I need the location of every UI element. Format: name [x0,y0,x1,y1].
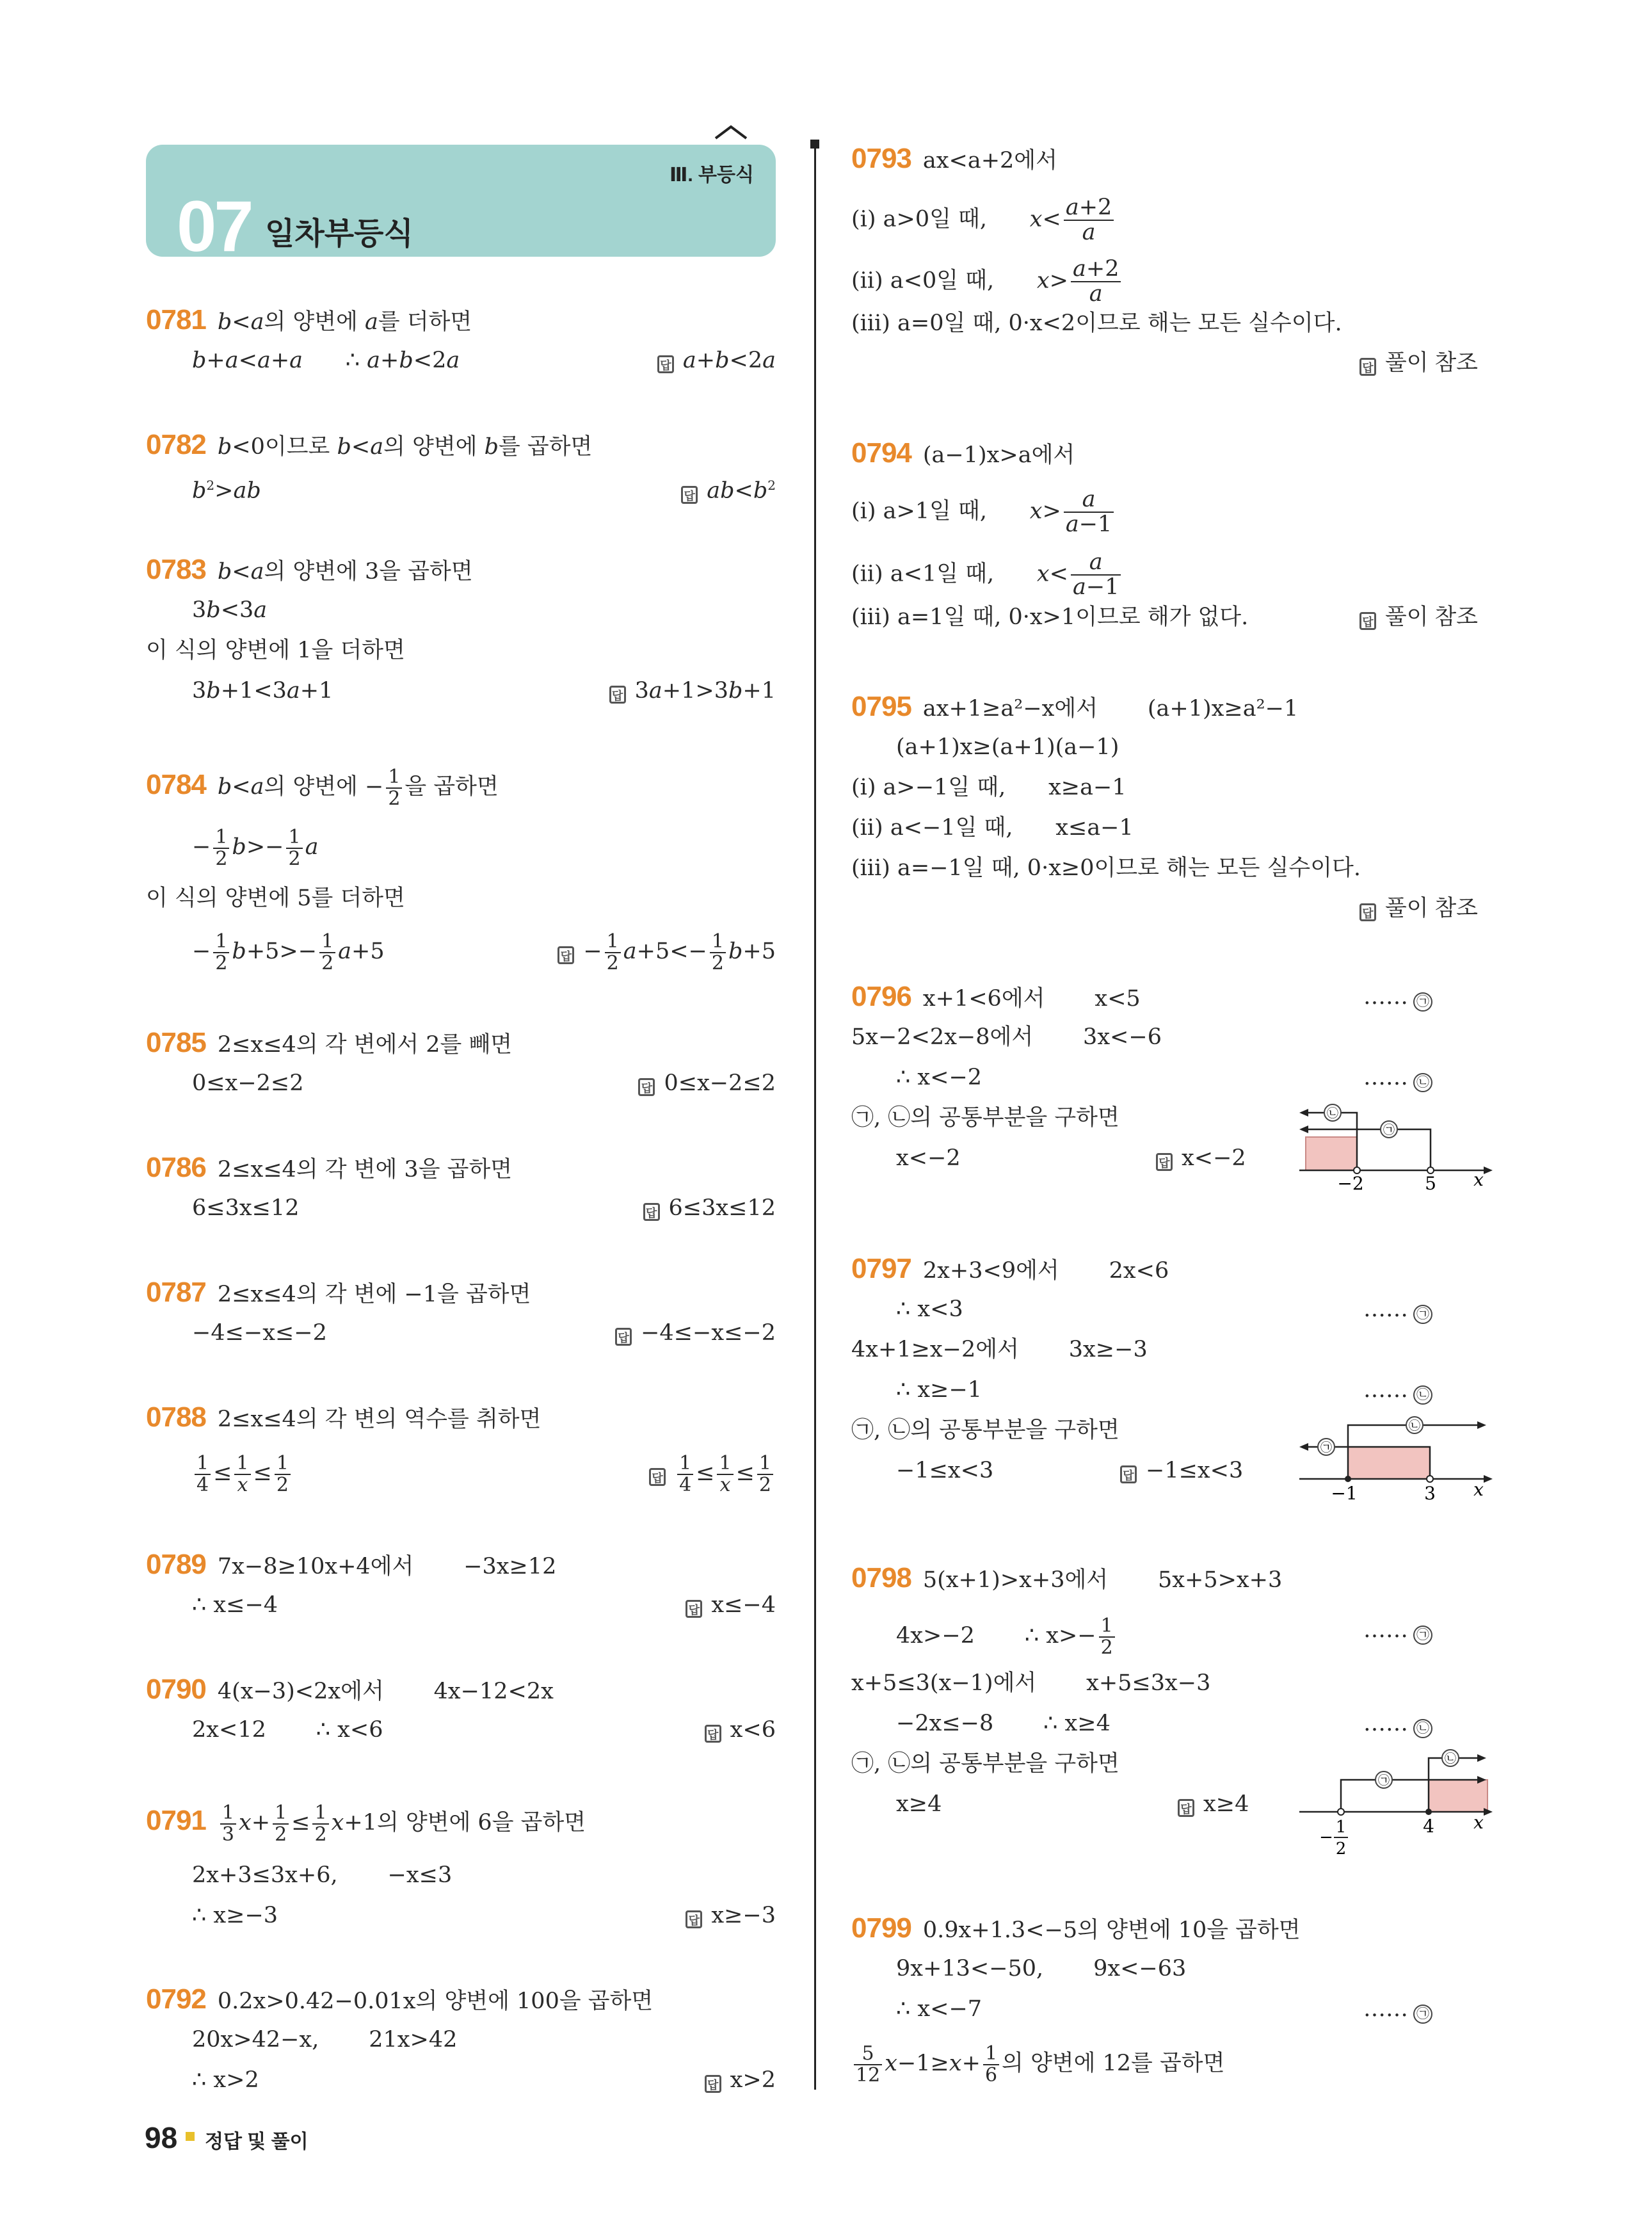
tick-label: − [1319,1828,1333,1847]
problem-0798-line1: 0798 5(x+1)>x+3에서 5x+5>x+3 [851,1562,1283,1594]
shaded-region [1348,1447,1430,1479]
axis-label: x [1473,1812,1484,1833]
answer-0793: 답 풀이 참조 [1359,349,1478,377]
problem-0796-line4: ㉠, ㉡의 공통부분을 구하면 [851,1105,1119,1131]
answer-0798: 답 x≥4 [1178,1790,1249,1818]
page-number: 98 [145,2121,178,2154]
answer-0795: 답 풀이 참조 [1359,894,1478,923]
problem-0793-case3: (ⅲ) a=0일 때, 0·x<2이므로 해는 모든 실수이다. [851,311,1342,336]
problem-0783-line2: 3b<3a [192,597,268,623]
footer-label: 정답 및 풀이 [205,2131,309,2152]
marker-0797-a: …… ㉠ [1363,1295,1432,1324]
problem-0796-line5: x<−2 [896,1145,961,1171]
answer-0781: 답 a+b<2a [657,346,776,375]
number-line-0798 [1287,1741,1498,1869]
problem-0793-case2: (ⅱ) a<0일 때, x> $\frac{a+2}{a}$ [851,257,1123,306]
chapter-number: 07 [177,186,252,266]
problem-0786-line2: 6≤3x≤12 [192,1195,300,1221]
problem-0794-case1: (ⅰ) a>1일 때, x> $\frac{a}{a-1}$ [851,488,1116,537]
answer-0791: 답 x≥−3 [686,1901,776,1930]
tick-label: 3 [1424,1483,1436,1504]
column-divider [814,143,816,2090]
problem-0798-line4: −2x≤−8 ∴ x≥4 [896,1711,1111,1736]
answer-0789: 답 x≤−4 [686,1591,776,1619]
chevron-up-icon [713,123,749,142]
svg-text:㉠: ㉠ [1378,1774,1390,1787]
problem-0784-line2: − $\frac{1}{2}$ b>− $\frac{1}{2}$ a [192,826,319,870]
marker-0796-b: …… ㉡ [1363,1063,1432,1092]
problem-0787-line2: −4≤−x≤−2 [192,1320,327,1346]
tick-label: 2 [1335,1839,1347,1859]
number-line-0797 [1287,1408,1498,1505]
problem-0798-line3: x+5≤3(x−1)에서 x+5≤3x−3 [851,1670,1211,1696]
answer-0787: 답 −4≤−x≤−2 [615,1319,776,1347]
problem-0799-line1: 0799 0.9x+1.3<−5의 양변에 10을 곱하면 [851,1912,1301,1944]
number-line-0796 [1287,1096,1498,1192]
svg-text:㉡: ㉡ [1327,1107,1338,1120]
answer-0796: 답 x<−2 [1156,1144,1246,1172]
tick-label: 5 [1425,1173,1436,1192]
problem-0789-line1: 0789 7x−8≥10x+4에서 −3x≥12 [146,1549,557,1580]
problem-0799-line2: 9x+13<−50, 9x<−63 [896,1956,1187,1981]
problem-0783-line1: 0783 b<a의 양변에 3을 곱하면 [146,554,473,585]
marker-0798-b: …… ㉡ [1363,1709,1432,1738]
problem-0791-line2: 2x+3≤3x+6, −x≤3 [192,1862,453,1888]
problem-0783-line3: 이 식의 양변에 1을 더하면 [146,638,405,663]
shaded-region [1306,1137,1357,1170]
problem-0797-line1: 0797 2x+3<9에서 2x<6 [851,1253,1169,1284]
tick-label: −1 [1331,1483,1358,1504]
problem-number: 0781 [146,304,206,335]
tick-label: −2 [1337,1173,1364,1192]
answer-0782: 답 $ab<b^2$ [681,471,776,505]
marker-0797-b: …… ㉡ [1363,1376,1432,1405]
answer-icon: 답 [657,355,674,373]
answer-0797: 답 −1≤x<3 [1120,1456,1243,1485]
problem-0797-line5: ㉠, ㉡의 공통부분을 구하면 [851,1417,1119,1443]
problem-0797-line3: 4x+1≥x−2에서 3x≥−3 [851,1337,1148,1362]
problem-0796-line2: 5x−2<2x−8에서 3x<−6 [851,1024,1162,1050]
problem-0799-line4: $\frac{5}{12}$ x−1≥x+ $\frac{1}{6}$ 의 양변에 12를 곱하면 [851,2044,1224,2085]
chapter-title: 일차부등식 [265,217,413,251]
answer-0786: 답 6≤3x≤12 [643,1194,776,1222]
problem-0790-line1: 0790 4(x−3)<2x에서 4x−12<2x [146,1674,554,1705]
problem-0783-line4: 3b+1<3a+1 [192,678,333,704]
problem-0796-line1: 0796 x+1<6에서 x<5 [851,981,1141,1012]
problem-0782-line2: $b^2>ab$ [192,478,261,504]
problem-0793-line1: 0793 ax<a+2에서 [851,143,1057,174]
problem-0781-line1: 0781 b<a의 양변에 a를 더하면 [146,304,472,335]
problem-0795-line1: 0795 ax+1≥a²−x에서 (a+1)x≥a²−1 [851,691,1299,722]
problem-0788-line2: $\frac{1}{4}$ ≤ $\frac{1}{x}$ ≤ $\frac{1}{2}$ [192,1453,293,1495]
problem-0794-case2: (ⅱ) a<1일 때, x< $\frac{a}{a-1}$ [851,551,1123,599]
problem-0782-line1: 0782 b<0이므로 b<a의 양변에 b를 곱하면 [146,429,593,460]
problem-0789-line2: ∴ x≤−4 [192,1592,278,1618]
marker-0796-a: …… ㉠ [1363,983,1432,1012]
svg-text:㉠: ㉠ [1320,1441,1332,1455]
problem-0794-line1: 0794 (a−1)x>a에서 [851,437,1075,469]
problem-0792-line3: ∴ x>2 [192,2067,259,2093]
answer-0794: 답 풀이 참조 [1359,603,1478,631]
problem-0792-line2: 20x>42−x, 21x>42 [192,2027,458,2053]
chapter-header [146,145,776,266]
problem-0795-case3: (ⅲ) a=−1일 때, 0·x≥0이므로 해는 모든 실수이다. [851,855,1361,881]
answer-0790: 답 x<6 [705,1716,776,1744]
footer-square-icon [186,2132,195,2141]
answer-0783: 답 3a+1>3b+1 [609,677,776,705]
problem-0786-line1: 0786 2≤x≤4의 각 변에 3을 곱하면 [146,1152,513,1183]
problem-0784-line4: − $\frac{1}{2}$ b+5>− $\frac{1}{2}$ a+5 [192,930,385,974]
problem-0785-line1: 0785 2≤x≤4의 각 변에서 2를 빼면 [146,1027,513,1058]
problem-0797-line2: ∴ x<3 [896,1296,963,1322]
problem-0791-line1: 0791 $\frac{1}{3}$ x+ $\frac{1}{2}$ ≤ $\frac{1}{2}$ x+1의 양변에 6을 곱하면 [146,1802,586,1846]
problem-0787-line1: 0787 2≤x≤4의 각 변에 −1을 곱하면 [146,1277,531,1308]
problem-0790-line2: 2x<12 ∴ x<6 [192,1717,383,1743]
answer-0784: 답 − $\frac{1}{2}$ a+5<− $\frac{1}{2}$ b+5 [557,932,776,973]
problem-0798-line5: ㉠, ㉡의 공통부분을 구하면 [851,1751,1119,1777]
axis-label: x [1473,1169,1484,1190]
problem-0799-line3: ∴ x<−7 [896,1996,982,2022]
answer-0788: 답 $\frac{1}{4}$ ≤ $\frac{1}{x}$ ≤ $\frac{1}{2}$ [649,1453,776,1495]
svg-text:㉠: ㉠ [1383,1124,1395,1137]
problem-0793-case1: (ⅰ) a>0일 때, x< $\frac{a+2}{a}$ [851,196,1116,245]
marker-0799-a: …… ㉠ [1363,1995,1432,2024]
problem-0781-line2: b+a<a+a ∴ a+b<2a [192,348,460,373]
shaded-region [1429,1780,1488,1812]
svg-text:㉡: ㉡ [1445,1752,1456,1766]
problem-0797-line4: ∴ x≥−1 [896,1377,982,1403]
problem-0785-line2: 0≤x−2≤2 [192,1070,304,1096]
tick-label: 1 [1335,1818,1347,1837]
svg-text:㉡: ㉡ [1409,1419,1420,1433]
problem-0796-line3: ∴ x<−2 [896,1065,982,1090]
problem-0798-line2: 4x>−2 ∴ x>− $\frac{1}{2}$ [896,1616,1118,1658]
problem-0792-line1: 0792 0.2x>0.42−0.01x의 양변에 100을 곱하면 [146,1983,654,2015]
problem-0795-case2: (ⅱ) a<−1일 때, x≤a−1 [851,815,1134,841]
axis-label: x [1473,1479,1484,1500]
problem-0784-line3: 이 식의 양변에 5를 더하면 [146,885,405,911]
problem-0794-case3: (ⅲ) a=1일 때, 0·x>1이므로 해가 없다. [851,604,1249,630]
problem-0791-line3: ∴ x≥−3 [192,1903,278,1928]
problem-0788-line1: 0788 2≤x≤4의 각 변의 역수를 취하면 [146,1401,541,1433]
problem-0784-line1: 0784 b<a의 양변에 − $\frac{1}{2}$ 을 곱하면 [146,766,499,810]
marker-0798-a: …… ㉠ [1363,1616,1432,1645]
answer-0792: 답 x>2 [705,2066,776,2094]
problem-0795-case1: (ⅰ) a>−1일 때, x≥a−1 [851,775,1127,800]
problem-0798-line6: x≥4 [896,1791,942,1817]
problem-0795-line2: (a+1)x≥(a+1)(a−1) [896,734,1119,760]
answer-0785: 답 0≤x−2≤2 [638,1069,776,1097]
tick-label: 4 [1423,1816,1434,1837]
problem-0797-line6: −1≤x<3 [896,1458,994,1483]
chapter-unit: Ⅲ. 부등식 [670,165,754,186]
